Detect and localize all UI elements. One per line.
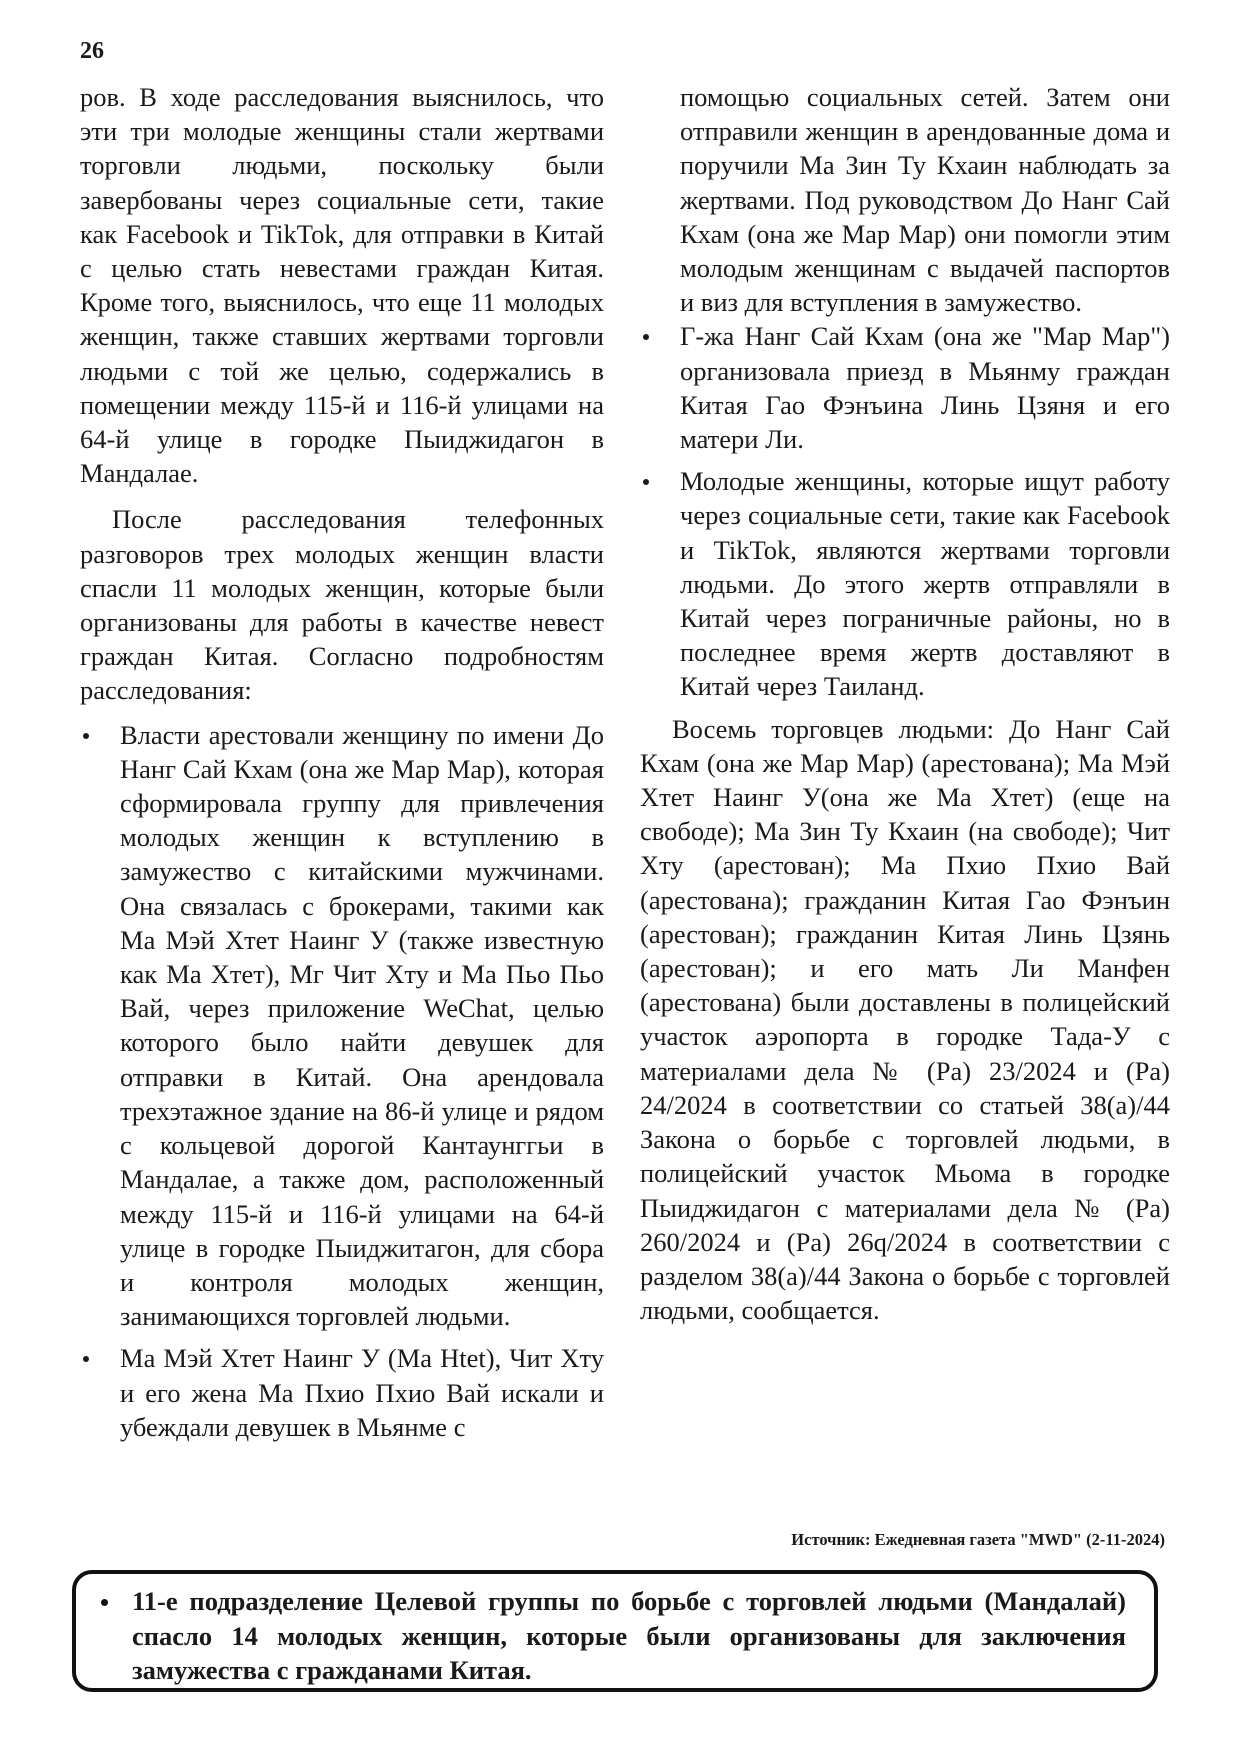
bullet-list: [640, 319, 1170, 703]
bullet-item: Ма Мэй Хтет Наинг У (Ма Htet), Чит Хту и его жена Ма Пхио Пхио Вай искали и убеждали девушек в Мьянме с: [80, 1341, 604, 1444]
paragraph: Восемь торговцев людьми: До Нанг Сай Кхам (она же Мар Мар) (арестована); Ма Мэй Хтет Наинг У(она же Ма Хтет) (еще на свободе); Ма Зин Ту Кхаин (на свободе); Чит Хту (арестован); Ма Пхио Пхио Вай (арестована); гражданин Китая Гао Фэнъин (арестован); гражданин Китая Линь Цзянь (арестован); и его мать Ли Манфен (арестована) были доставлены в полицейский участок аэропорта в городке Тада-У с материалами дела № (Ра) 23/2024 и (Ра) 24/2024 в соответствии со статьей 38(а)/44 Закона о борьбе с торговлей людьми, в полицейский участок Мьома в городке Пыиджидагон с материалами дела № (Ра) 260/2024 и (Ра) 26q/2024 в соответствии с разделом 38(а)/44 Закона о борьбе с торговлей людьми, сообщается.: [640, 713, 1170, 1326]
bullet-list: [80, 718, 604, 1444]
headline-box: [72, 1570, 1158, 1692]
left-column: [80, 80, 604, 1452]
paragraph: После расследования телефонных разговоров трех молодых женщин власти спасли 11 молодых женщин, которые были организованы для работы в качестве невест граждан Китая. Согласно подробностям расследования:: [80, 504, 604, 706]
headline-text: 11-е подразделение Целевой группы по борьбе с торговлей людьми (Мандалай) спасло 14 молодых женщин, которые были организованы для заключения замужества с гражданами Китая.: [132, 1586, 1126, 1685]
right-column: [640, 80, 1170, 1327]
page-number: 26: [80, 38, 104, 64]
bullet-item: Власти арестовали женщину по имени До Нанг Сай Кхам (она же Мар Мар), которая сформировала группу для привлечения молодых женщин к вступлению в замужество с китайскими мужчинами. Она связалась с брокерами, такими как Ма Мэй Хтет Наинг У (также известную как Ма Хтет), Мг Чит Хту и Ма Пьо Пьо Вай, через приложение WeChat, целью которого было найти девушек для отправки в Китай. Она арендовала трехэтажное здание на 86-й улице и рядом с кольцевой дорогой Кантаунггьи в Мандалае, а также дом, расположенный между 115-й и 116-й улицами на 64-й улице в городке Пыиджитагон, для сбора и контроля молодых женщин, занимающихся торговлей людьми.: [80, 718, 604, 1334]
paragraph: ров. В ходе расследования выяснилось, что эти три молодые женщины стали жертвами торговли людьми, поскольку были завербованы через социальные сети, такие как Facebook и TikTok, для отправки в Китай с целью стать невестами граждан Китая. Кроме того, выяснилось, что еще 11 молодых женщин, также ставших жертвами торговли людьми с той же целью, содержались в помещении между 115-й и 116-й улицами на 64-й улице в городке Пыиджидагон в Мандалае.: [80, 82, 604, 489]
source-credit: Источник: Ежедневная газета "MWD" (2-11-2024): [791, 1530, 1165, 1549]
bullet-item: Г-жа Нанг Сай Кхам (она же "Мар Мар") организовала приезд в Мьянму граждан Китая Гао Фэнъина Линь Цзяня и его матери Ли.: [640, 319, 1170, 456]
bullet-continuation: помощью социальных сетей. Затем они отправили женщин в арендованные дома и поручили Ма Зин Ту Кхаин наблюдать за жертвами. Под руководством До Нанг Сай Кхам (она же Мар Мар) они помогли этим молодым женщинам с выдачей паспортов и виз для вступления в замужество.: [680, 82, 1170, 318]
bullet-item: Молодые женщины, которые ищут работу через социальные сети, такие как Facebook и TikTok, являются жертвами торговли людьми. До этого жертв отправляли в Китай через пограничные районы, но в последнее время жертв доставляют в Китай через Таиланд.: [640, 464, 1170, 703]
bullet-dot-icon: [101, 1599, 108, 1606]
